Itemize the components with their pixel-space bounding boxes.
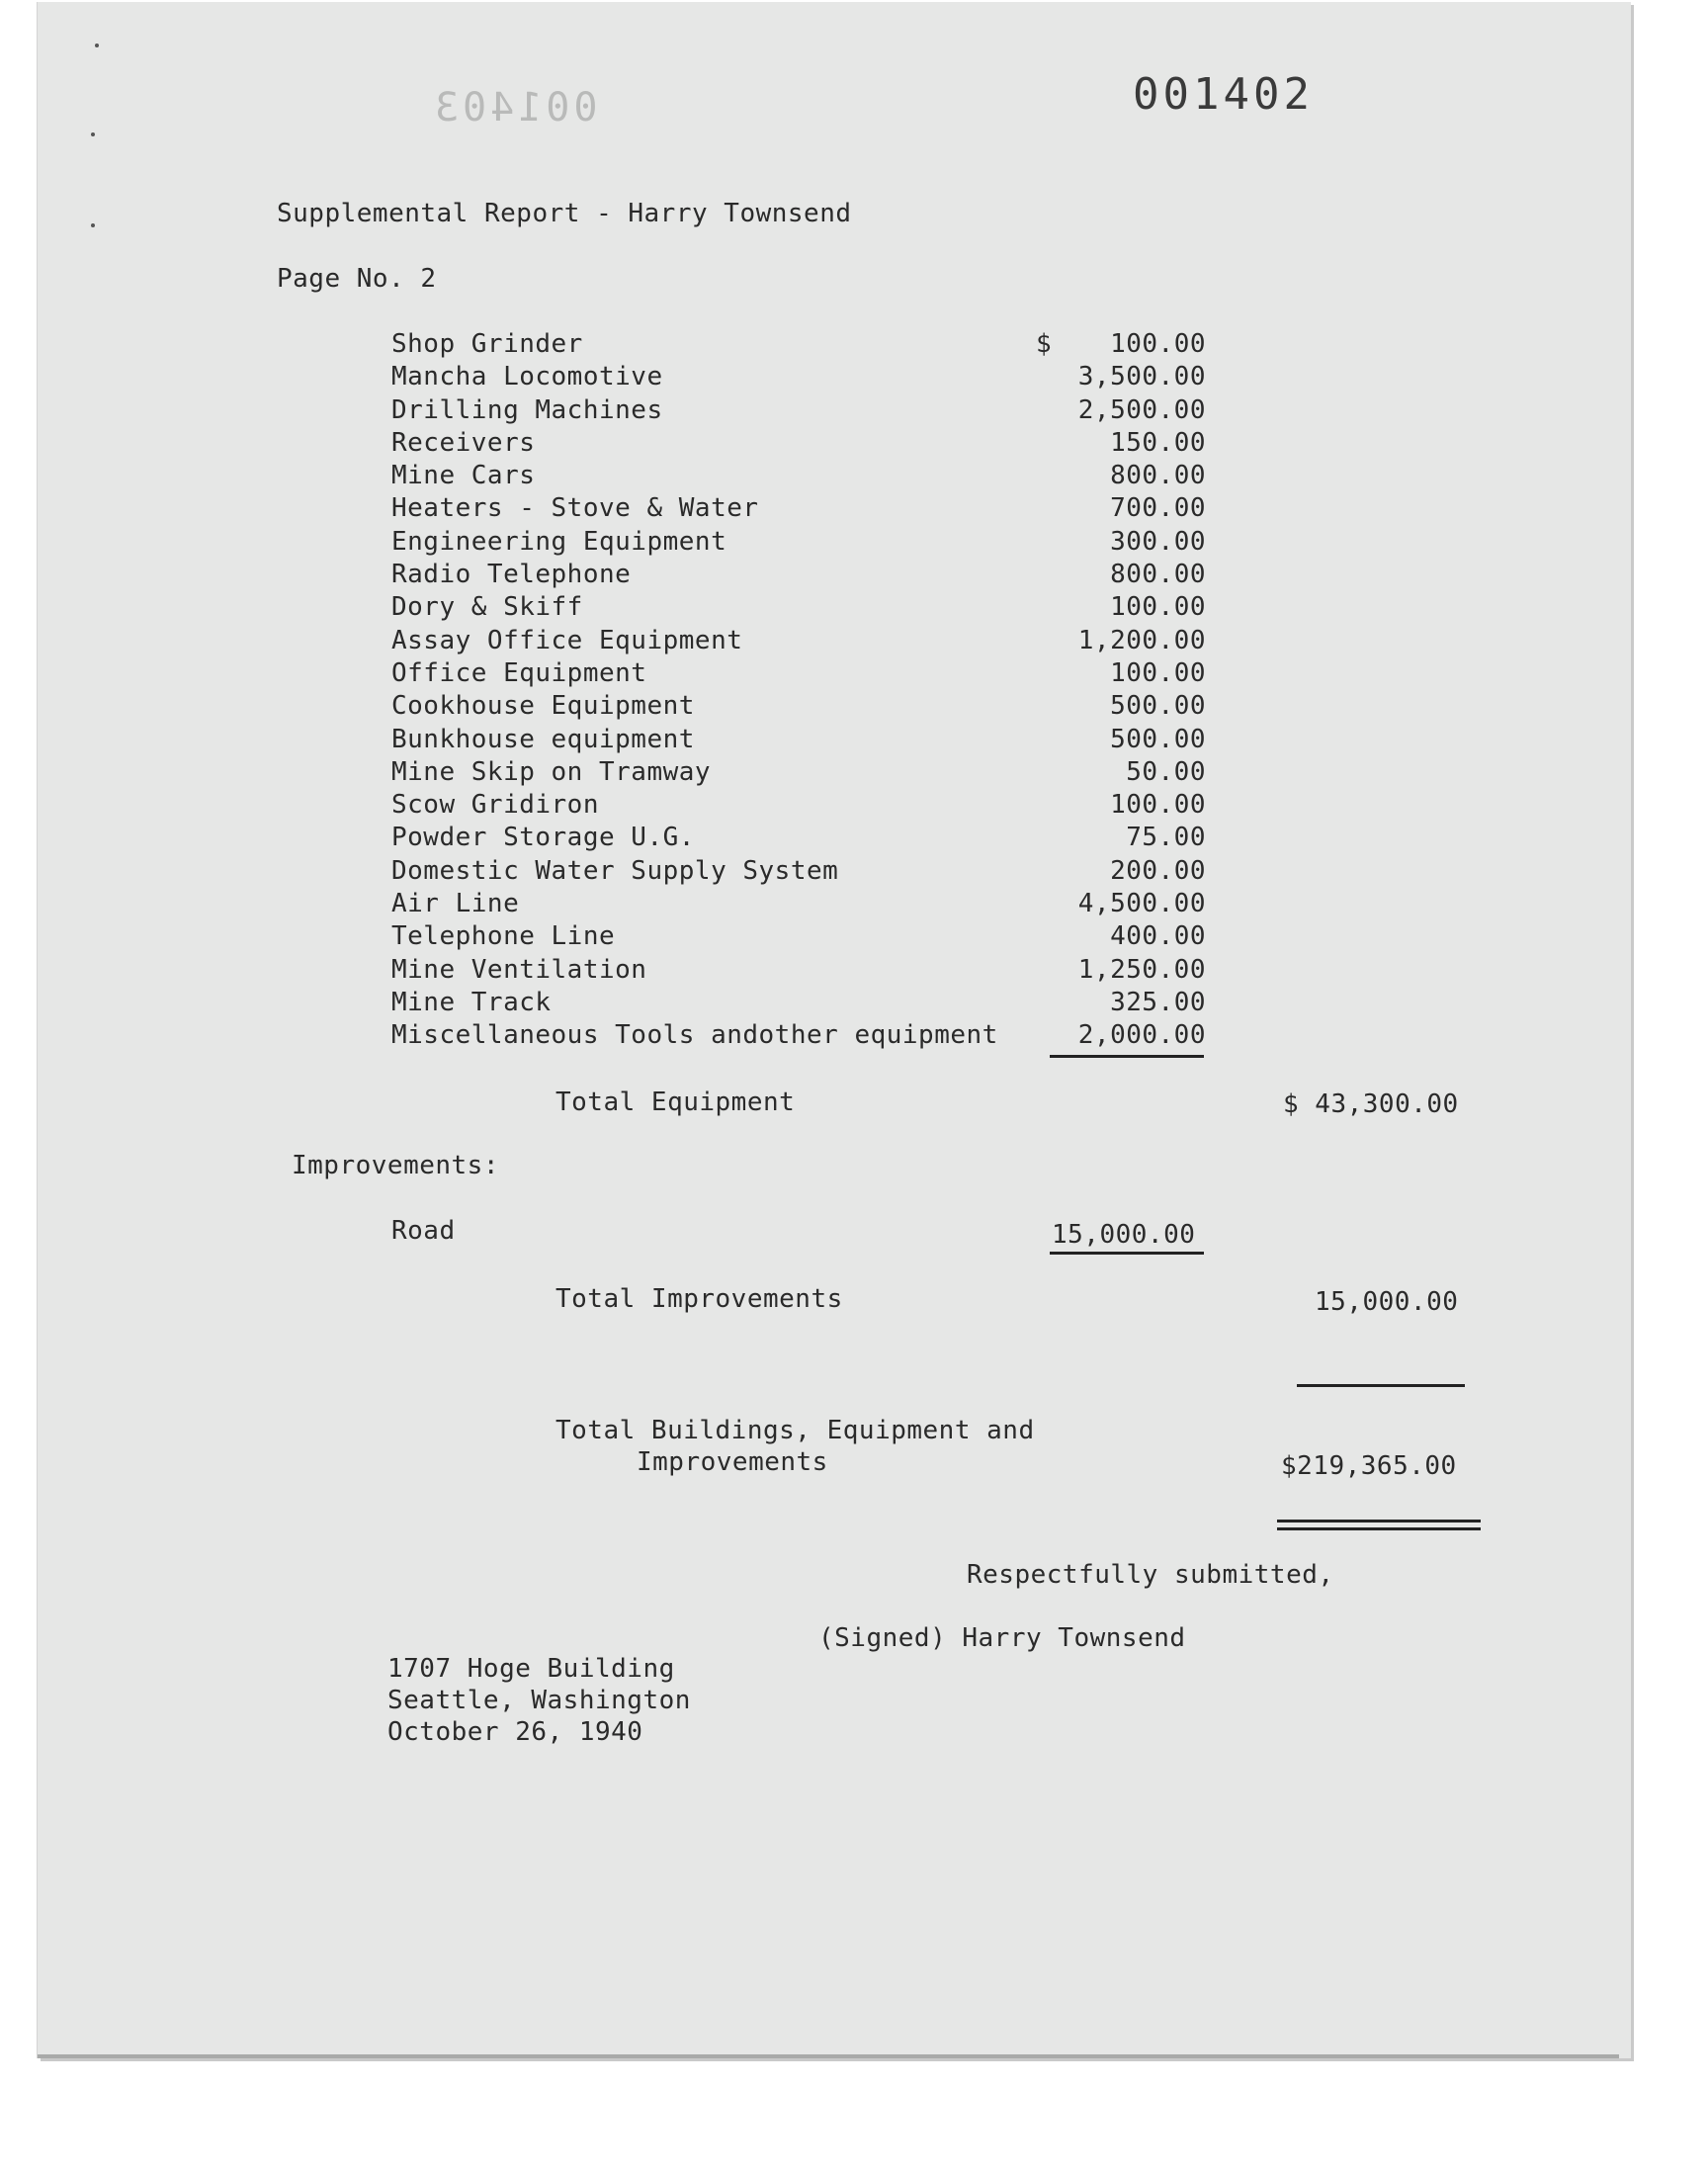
equipment-label: Shop Grinder xyxy=(391,329,583,359)
equipment-amount: 700.00 xyxy=(1110,493,1206,524)
equipment-amount: 150.00 xyxy=(1110,427,1206,458)
equipment-label: Dory & Skiff xyxy=(391,592,583,623)
equipment-label: Telephone Line xyxy=(391,921,616,952)
address-line-1: 1707 Hoge Building xyxy=(387,1654,675,1684)
equipment-row xyxy=(391,1019,1206,1052)
equipment-row xyxy=(391,954,1206,987)
equipment-label: Receivers xyxy=(391,427,536,458)
address-line-2: Seattle, Washington xyxy=(387,1686,691,1715)
equipment-amount: 500.00 xyxy=(1110,691,1206,722)
equipment-label: Office Equipment xyxy=(391,657,647,688)
margin-speck xyxy=(95,44,99,47)
equipment-label: Air Line xyxy=(391,889,520,919)
report-date: October 26, 1940 xyxy=(387,1717,643,1747)
equipment-label: Powder Storage U.G. xyxy=(391,823,695,853)
total-improvements-label: Total Improvements xyxy=(555,1284,843,1314)
page-shadow-edge xyxy=(38,2054,1619,2058)
grand-total-rule-top xyxy=(1297,1384,1465,1387)
margin-speck xyxy=(91,132,95,136)
grand-total-double-rule-2 xyxy=(1277,1527,1481,1530)
equipment-row xyxy=(391,526,1206,559)
road-underline xyxy=(1050,1252,1204,1255)
equipment-amount: 100.00 xyxy=(1110,657,1206,688)
equipment-row xyxy=(391,394,1206,427)
signature-line: (Signed) Harry Townsend xyxy=(818,1623,1186,1653)
equipment-amount: 800.00 xyxy=(1110,461,1206,491)
equipment-label: Cookhouse Equipment xyxy=(391,691,695,722)
equipment-label: Radio Telephone xyxy=(391,560,632,590)
equipment-row xyxy=(391,625,1206,657)
grand-total-label-line1: Total Buildings, Equipment and xyxy=(555,1416,1035,1445)
equipment-amount: 200.00 xyxy=(1110,855,1206,886)
equipment-amount: 300.00 xyxy=(1110,526,1206,557)
equipment-label: Assay Office Equipment xyxy=(391,625,743,655)
equipment-row xyxy=(391,328,1206,361)
equipment-row xyxy=(391,920,1206,953)
report-title: Supplemental Report - Harry Townsend xyxy=(277,199,852,228)
equipment-amount: 4,500.00 xyxy=(1077,889,1206,919)
subtotal-rule xyxy=(1050,1055,1204,1058)
road-amount: 15,000.00 xyxy=(1052,1220,1196,1250)
equipment-row xyxy=(391,987,1206,1019)
equipment-row xyxy=(391,492,1206,525)
equipment-row xyxy=(391,822,1206,854)
equipment-amount: 1,250.00 xyxy=(1077,954,1206,985)
equipment-label: Miscellaneous Tools andother equipment xyxy=(391,1020,998,1051)
total-equipment-label: Total Equipment xyxy=(555,1088,796,1117)
equipment-row xyxy=(391,460,1206,492)
equipment-row xyxy=(391,361,1206,393)
equipment-amount: 400.00 xyxy=(1110,921,1206,952)
equipment-label: Bunkhouse equipment xyxy=(391,724,695,754)
equipment-row xyxy=(391,888,1206,920)
total-equipment-amount: $ 43,300.00 xyxy=(1283,1089,1459,1119)
equipment-row xyxy=(391,724,1206,756)
equipment-amount: 2,000.00 xyxy=(1077,1020,1206,1051)
equipment-label: Drilling Machines xyxy=(391,394,663,425)
improvements-heading: Improvements: xyxy=(292,1151,499,1180)
closing-salutation: Respectfully submitted, xyxy=(967,1560,1334,1590)
total-improvements-amount: 15,000.00 xyxy=(1315,1287,1459,1317)
equipment-label: Domestic Water Supply System xyxy=(391,855,839,886)
margin-speck xyxy=(91,223,95,227)
equipment-amount: 3,500.00 xyxy=(1077,362,1206,392)
equipment-amount: 100.00 xyxy=(1110,592,1206,623)
equipment-row xyxy=(391,855,1206,888)
equipment-amount: 100.00 xyxy=(1110,329,1206,359)
equipment-label: Mine Cars xyxy=(391,461,536,491)
equipment-row xyxy=(391,591,1206,624)
equipment-label: Mine Track xyxy=(391,987,552,1017)
equipment-amount: 50.00 xyxy=(1126,756,1206,787)
road-label: Road xyxy=(391,1216,456,1246)
currency-symbol: $ xyxy=(1036,329,1053,359)
bleed-through-number: 001403 xyxy=(431,85,598,130)
equipment-label: Heaters - Stove & Water xyxy=(391,493,759,524)
equipment-label: Mine Skip on Tramway xyxy=(391,756,712,787)
equipment-amount: 1,200.00 xyxy=(1077,625,1206,655)
equipment-amount: 2,500.00 xyxy=(1077,394,1206,425)
equipment-amount: 100.00 xyxy=(1110,790,1206,821)
equipment-label: Scow Gridiron xyxy=(391,790,599,821)
grand-total-label-line2: Improvements xyxy=(637,1447,828,1477)
equipment-label: Mancha Locomotive xyxy=(391,362,663,392)
document-number-stamp: 001402 xyxy=(1133,69,1314,120)
equipment-row xyxy=(391,427,1206,460)
equipment-row xyxy=(391,756,1206,789)
equipment-amount: 325.00 xyxy=(1110,987,1206,1017)
equipment-amount: 75.00 xyxy=(1126,823,1206,853)
equipment-label: Engineering Equipment xyxy=(391,526,727,557)
equipment-row xyxy=(391,690,1206,723)
equipment-label: Mine Ventilation xyxy=(391,954,647,985)
equipment-amount: 800.00 xyxy=(1110,560,1206,590)
page-number: Page No. 2 xyxy=(277,264,437,294)
equipment-row xyxy=(391,789,1206,822)
equipment-row xyxy=(391,559,1206,591)
grand-total-amount: $219,365.00 xyxy=(1281,1451,1457,1481)
grand-total-double-rule-1 xyxy=(1277,1520,1481,1522)
equipment-amount: 500.00 xyxy=(1110,724,1206,754)
equipment-row xyxy=(391,657,1206,690)
equipment-list xyxy=(391,328,1206,1053)
